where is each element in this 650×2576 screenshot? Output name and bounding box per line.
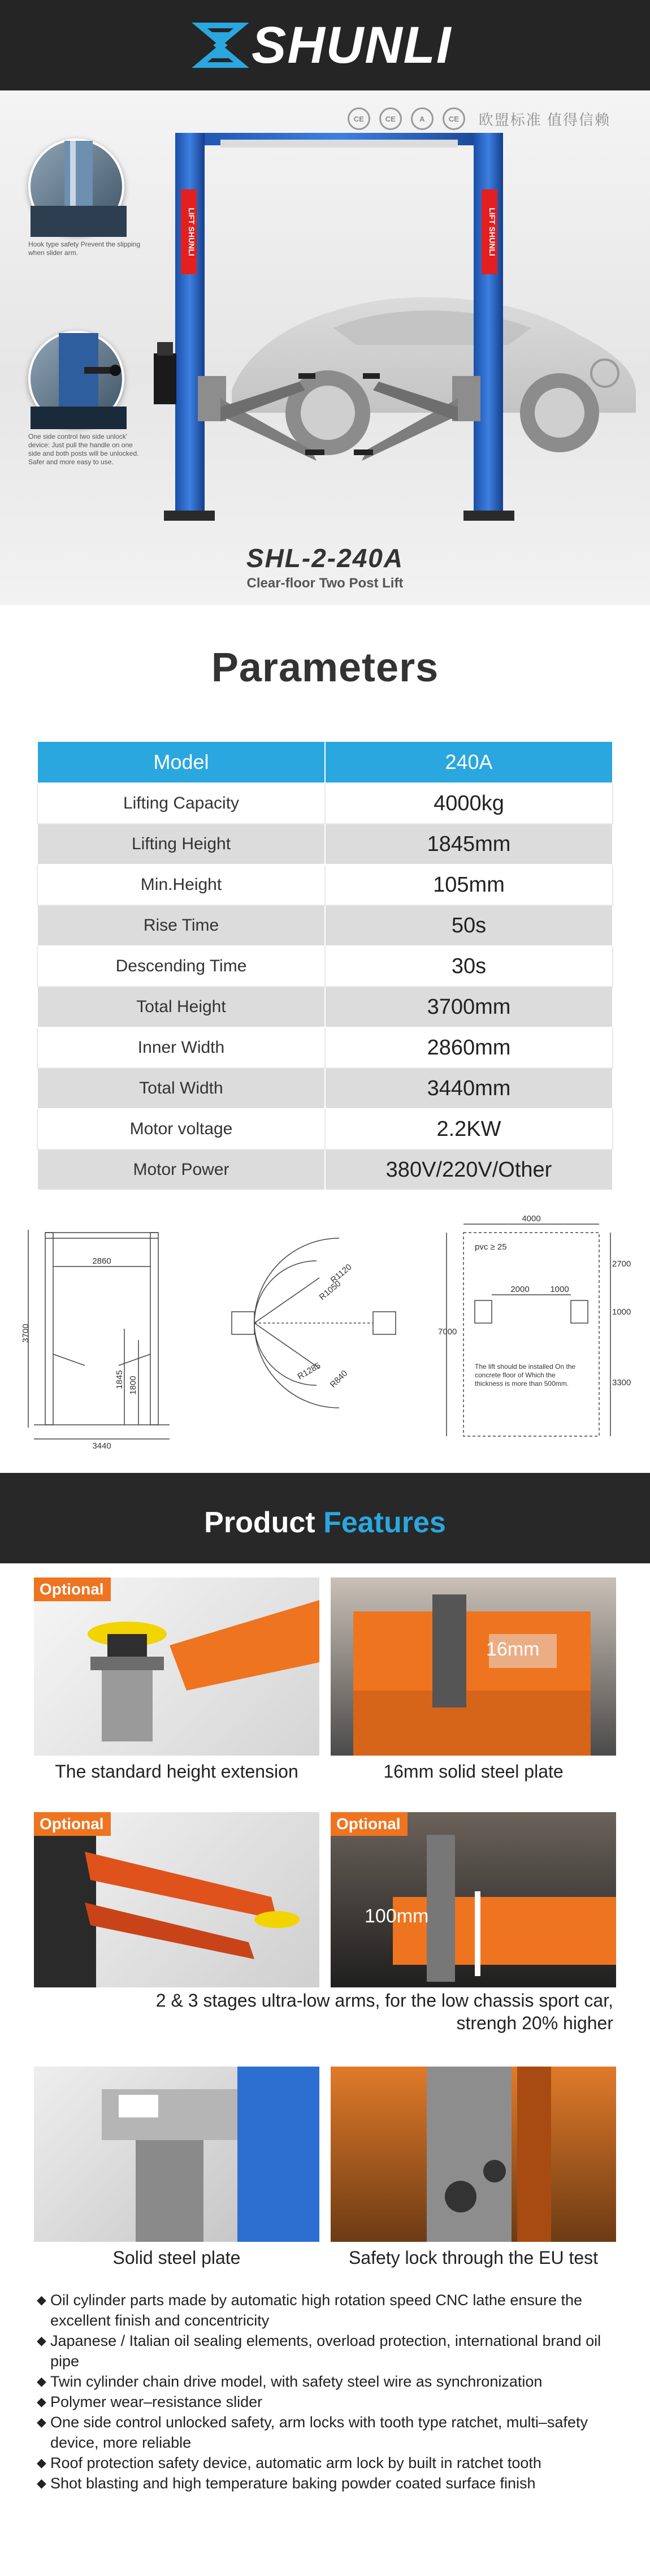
two-post-lift-image [153,133,526,529]
param-name: Lifting Height [37,824,325,865]
param-name: Motor voltage [37,1109,325,1149]
height-extension-photo [34,1577,319,1756]
param-value: 105mm [325,865,613,905]
dim-floor-top: 2700 [612,1259,631,1269]
param-value: 380V/220V/Other [325,1149,613,1190]
param-name: Inner Width [37,1027,325,1068]
list-item: ◆ Japanese / Italian oil sealing elements, overload protection, international brand oil pipe [37,2331,625,2371]
parameters-table [37,741,613,1191]
low-arms-image [34,1812,319,1987]
list-item: ◆ Shot blasting and high temperature baking powder coated surface finish [37,2473,625,2493]
cert-mark-icon: CE [443,107,465,130]
cert-mark-icon: CE [379,107,402,130]
list-item: ◆ Polymer wear–resistance slider [37,2392,625,2412]
dim-lift-height-2: 1800 [128,1376,138,1395]
param-name: Rise Time [37,905,325,946]
hook-detail-icon [31,141,127,237]
features-title [0,1506,650,1540]
hook-safety-text: Hook type safety Prevent the slipping when slider arm. [28,240,141,257]
technical-drawings [23,1216,633,1459]
list-item: ◆ Roof protection safety device, automatic arm lock by built in ratchet tooth [37,2453,625,2473]
list-item: ◆ Twin cylinder chain drive model, with safety steel wire as synchronization [37,2371,625,2392]
unlock-device-text: One side control two side unlock' device: Just pull the handle on one side and both posts will be unlocked. Safer and more easy to use. [28,433,139,466]
safety-lock-image [331,2067,616,2242]
dim-pvc: pvc ≥ 25 [475,1242,507,1252]
brand-header [0,0,650,90]
column-label: LIFT SHUNLI [488,208,497,256]
model-name: SHL-2-240A [246,543,404,573]
optional-badge: Optional [331,1812,408,1836]
param-value: 2860mm [325,1027,613,1068]
parameters-title: Parameters [211,645,439,690]
model-subtitle: Clear-floor Two Post Lift [246,576,404,591]
dim-floor-length: 7000 [438,1327,457,1337]
dim-radius-3: R1285 [296,1360,323,1382]
front-view-drawing [23,1216,192,1453]
cert-mark-icon: CE [348,107,370,130]
param-value: 2.2KW [325,1109,613,1149]
shunli-logo-icon [195,20,246,71]
feature-bullet-list [37,2290,625,2493]
caption-safety-lock: Safety lock through the EU test [348,2247,599,2268]
dim-floor-bottom: 3300 [612,1378,631,1388]
dim-floor-width: 4000 [522,1214,541,1224]
caption-low-arms: 2 & 3 stages ultra-low arms, for the low chassis sport car, [155,1990,613,2011]
cert-slogan: 欧盟标准 值得信赖 [478,111,610,128]
solid-plate-photo [34,2067,319,2242]
param-name: Total Height [37,987,325,1027]
table-row [37,865,613,905]
table-row [37,824,613,865]
dim-radius-1: R1120 [328,1262,354,1286]
features-header [0,1473,650,1563]
unlock-handle-icon [31,333,127,429]
param-value: 30s [325,946,613,987]
measure-16mm-label: 16mm [486,1639,540,1660]
dim-radius-2: R1050 [317,1278,343,1303]
dim-lift-height: 1845 [115,1370,124,1389]
dim-post-span: 2000 [510,1285,530,1294]
table-row [37,1027,613,1068]
caption-strength: strengh 20% higher [456,2013,613,2033]
table-row [37,946,613,987]
param-value: 1845mm [325,824,613,865]
installation-note: The lift should be installed On the concrete floor of Which the thickness is more than 500mm. [475,1363,576,1388]
param-value: 50s [325,905,613,946]
hook-safety-callout [28,139,141,257]
param-value: 3440mm [325,1068,613,1109]
list-item: ◆ One side control unlocked safety, arm locks with tooth type ratchet, multi–safety device, more reliable [37,2412,625,2453]
features-title-a: Product [204,1506,315,1539]
floor-plan-drawing [435,1216,633,1453]
table-row [37,1149,613,1190]
param-value: 4000kg [325,783,613,824]
optional-badge: Optional [34,1577,111,1601]
optional-badge: Optional [34,1812,111,1836]
ultra-low-image [331,1812,616,1987]
table-header-name: Model [37,741,325,783]
table-header-row [37,741,613,783]
param-name: Min.Height [37,865,325,905]
dim-floor-mid: 1000 [612,1307,631,1317]
param-value: 3700mm [325,987,613,1027]
caption-steel-plate: 16mm solid steel plate [383,1761,564,1782]
table-row [37,783,613,824]
param-name: Lifting Capacity [37,783,325,824]
height-extension-image [34,1577,319,1756]
caption-height-extension: The standard height extension [55,1761,298,1782]
dim-inner-width: 2860 [92,1256,111,1266]
hook-detail-image [28,139,124,235]
solid-plate-image [34,2067,319,2242]
hero-banner [0,90,650,605]
dim-gap: 1000 [550,1285,569,1294]
table-row [37,905,613,946]
features-title-b: Features [323,1506,446,1539]
dim-total-height: 3700 [21,1324,31,1343]
unlock-detail-image [28,331,124,427]
certifications [348,107,610,130]
brand-name: SHUNLI [252,16,452,74]
steel-plate-image [331,1577,616,1756]
table-row [37,1068,613,1109]
param-name: Total Width [37,1068,325,1109]
param-name: Motor Power [37,1149,325,1190]
safety-lock-photo [331,2067,616,2242]
table-header-value: 240A [325,741,613,783]
measure-100mm-label: 100mm [365,1905,429,1927]
dim-radius-4: R840 [328,1368,350,1390]
column-label: LIFT SHUNLI [187,208,196,256]
caption-solid-plate: Solid steel plate [112,2247,241,2268]
unlock-device-callout [28,331,139,466]
top-view-drawing [220,1227,407,1442]
cert-mark-icon: A [411,107,434,130]
dim-total-width: 3440 [92,1441,111,1451]
table-row [37,1109,613,1149]
brand-logo [195,17,455,74]
steel-plate-photo [331,1577,616,1756]
ultra-low-photo [331,1812,616,1987]
param-name: Descending Time [37,946,325,987]
table-row [37,987,613,1027]
low-arms-photo [34,1812,319,1987]
list-item: ◆ Oil cylinder parts made by automatic high rotation speed CNC lathe ensure the excellent finish and concentricity [37,2290,625,2331]
